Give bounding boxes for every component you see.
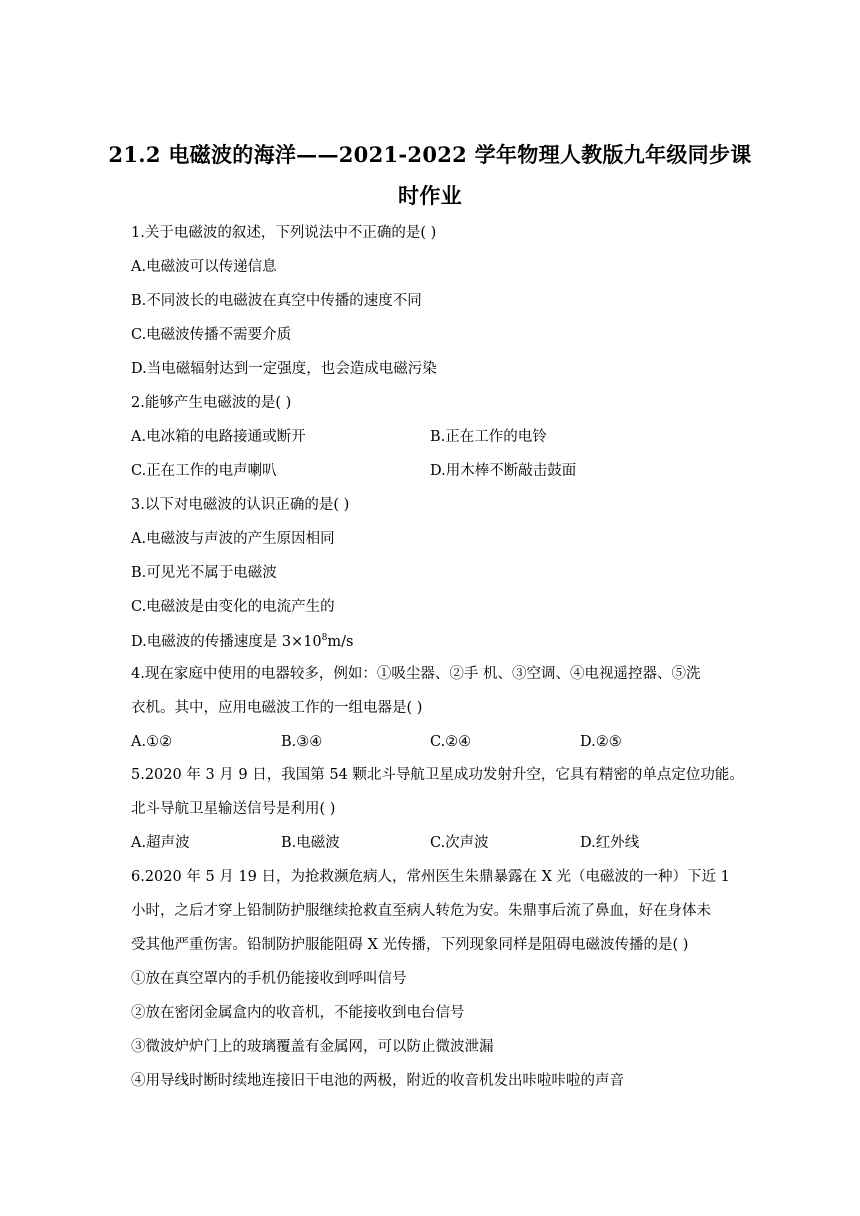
question-2-option-d: D.用木棒不断敲击鼓面 xyxy=(430,463,577,479)
question-6-item-1: ①放在真空罩内的手机仍能接收到呼叫信号 xyxy=(131,971,407,987)
question-4-option-b: B.③④ xyxy=(281,734,323,750)
question-4-option-c: C.②④ xyxy=(430,734,472,750)
question-6-item-3: ③微波炉炉门上的玻璃覆盖有金属网，可以防止微波泄漏 xyxy=(131,1039,494,1055)
question-4-stem-line-1: 4.现在家庭中使用的电器较多，例如：①吸尘器、②手 机、③空调、④电视遥控器、⑤洗 xyxy=(131,666,701,682)
question-5-option-a: A.超声波 xyxy=(131,835,190,851)
question-6-item-2: ②放在密闭金属盒内的收音机，不能接收到电台信号 xyxy=(131,1005,465,1021)
question-3-option-c: C.电磁波是由变化的电流产生的 xyxy=(131,599,335,615)
question-4-stem-line-2: 衣机。其中，应用电磁波工作的一组电器是( ) xyxy=(131,700,423,716)
question-3-option-a: A.电磁波与声波的产生原因相同 xyxy=(131,531,335,547)
question-4-option-a: A.①② xyxy=(131,734,173,750)
question-3-option-b: B.可见光不属于电磁波 xyxy=(131,565,277,581)
question-1-option-b: B.不同波长的电磁波在真空中传播的速度不同 xyxy=(131,293,422,309)
question-6-stem-line-3: 受其他严重伤害。铅制防护服能阻碍 X 光传播，下列现象同样是阻碍电磁波传播的是( ) xyxy=(131,937,689,953)
question-6-stem-line-1: 6.2020 年 5 月 19 日，为抢救濒危病人，常州医生朱鼎暴露在 X 光（电磁波的一种）下近 1 xyxy=(131,869,730,885)
question-1-option-c: C.电磁波传播不需要介质 xyxy=(131,327,292,343)
question-5-option-c: C.次声波 xyxy=(430,835,489,851)
question-3-option-d xyxy=(131,634,353,650)
question-6-item-4: ④用导线时断时续地连接旧干电池的两极，附近的收音机发出咔啦咔啦的声音 xyxy=(131,1073,624,1089)
question-2-option-c: C.正在工作的电声喇叭 xyxy=(131,463,277,479)
question-3-option-d-exponent: 8 xyxy=(321,633,328,643)
question-1-stem: 1.关于电磁波的叙述，下列说法中不正确的是( ) xyxy=(131,225,437,241)
page-title-line-2: 时作业 xyxy=(398,183,462,208)
page-title-line-1: 21.2 电磁波的海洋——2021-2022 学年物理人教版九年级同步课 xyxy=(108,142,752,167)
question-2-option-a: A.电冰箱的电路接通或断开 xyxy=(131,429,306,445)
question-5-stem-line-2: 北斗导航卫星输送信号是利用( ) xyxy=(131,801,336,817)
question-2-stem: 2.能够产生电磁波的是( ) xyxy=(131,395,292,411)
question-4-option-d: D.②⑤ xyxy=(580,734,622,750)
question-1-option-a: A.电磁波可以传递信息 xyxy=(131,259,277,275)
question-5-option-b: B.电磁波 xyxy=(281,835,340,851)
question-5-stem-line-1: 5.2020 年 3 月 9 日，我国第 54 颗北斗导航卫星成功发射升空，它具有精密的单点定位功能。 xyxy=(131,767,744,783)
question-3-option-d-prefix: D.电磁波的传播速度是 3×10 xyxy=(131,634,322,650)
question-2-option-b: B.正在工作的电铃 xyxy=(430,429,547,445)
question-5-option-d: D.红外线 xyxy=(580,835,640,851)
question-3-stem: 3.以下对电磁波的认识正确的是( ) xyxy=(131,497,350,513)
question-3-option-d-unit: m/s xyxy=(327,634,354,650)
question-6-stem-line-2: 小时，之后才穿上铅制防护服继续抢救直至病人转危为安。朱鼎事后流了鼻血，好在身体未 xyxy=(131,903,711,919)
question-1-option-d: D.当电磁辐射达到一定强度，也会造成电磁污染 xyxy=(131,361,437,377)
